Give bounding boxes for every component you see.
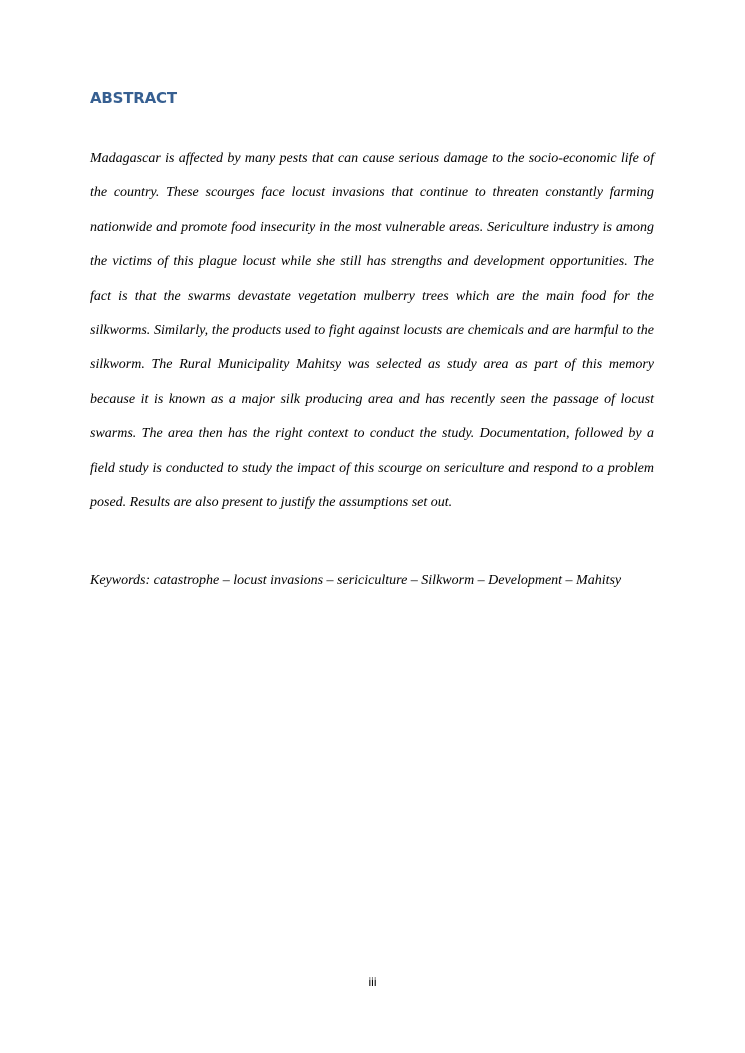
abstract-heading: ABSTRACT	[90, 89, 177, 107]
page-number: iii	[368, 975, 377, 989]
keywords-line: Keywords: catastrophe – locust invasions – sericiculture – Silkworm – Development – Mahitsy	[90, 573, 622, 588]
abstract-paragraph: Madagascar is affected by many pests that can cause serious damage to the socio-economic life of the country. These scourges face locust invasions that continue to threaten constantly farming nationwide and promote food insecurity in the most vulnerable areas. Sericulture industry is among the victims of this plague locust while she still has strengths and development opportunities. The fact is that the swarms devastate vegetation mulberry trees which are the main food for the silkworms. Similarly, the products used to fight against locusts are chemicals and are harmful to the silkworm. The Rural Municipality Mahitsy was selected as study area as part of this memory because it is known as a major silk producing area and has recently seen the passage of locust swarms. The area then has the right context to conduct the study. Documentation, followed by a field study is conducted to study the impact of this scourge on sericulture and respond to a problem posed. Results are also present to justify the assumptions set out.	[90, 151, 654, 511]
